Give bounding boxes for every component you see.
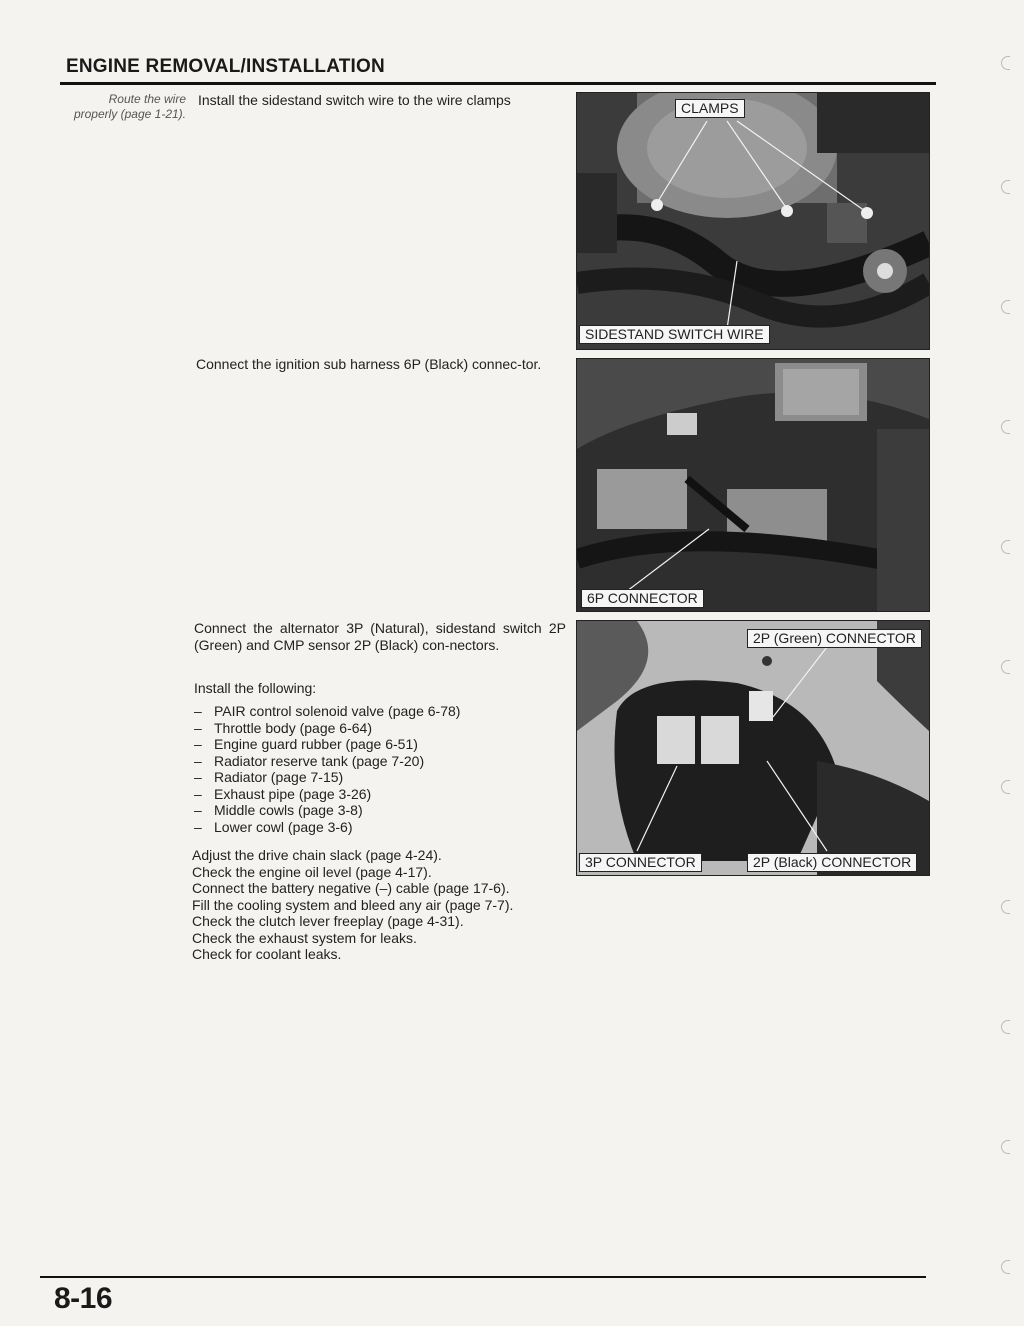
3p-connector-label: 3P CONNECTOR <box>579 853 702 872</box>
final-step: Adjust the drive chain slack (page 4-24). <box>192 847 442 863</box>
binder-hole <box>1001 56 1010 70</box>
list-item: – Lower cowl (page 3-6) <box>192 819 564 836</box>
sidestand-switch-wire-label: SIDESTAND SWITCH WIRE <box>579 325 770 344</box>
binder-hole <box>1001 1260 1010 1274</box>
install-following-heading: Install the following: <box>194 680 317 696</box>
list-item: – Radiator (page 7-15) <box>192 769 564 786</box>
list-item: – Engine guard rubber (page 6-51) <box>192 736 564 753</box>
engine-photo-graphic <box>577 93 929 349</box>
list-item: – PAIR control solenoid valve (page 6-78) <box>192 703 564 720</box>
title-rule <box>60 82 936 85</box>
binder-hole <box>1001 540 1010 554</box>
final-step: Check the clutch lever freeplay (page 4-31). <box>192 913 464 929</box>
step-ignition-connector: Connect the ignition sub harness 6P (Black) connec-tor. <box>196 356 542 372</box>
clamps-label: CLAMPS <box>675 99 745 118</box>
binder-hole <box>1001 1020 1010 1034</box>
install-list <box>192 703 564 835</box>
final-step: Fill the cooling system and bleed any air (page 7-7). <box>192 896 514 913</box>
final-step: Check for coolant leaks. <box>192 946 342 962</box>
final-step: Check the engine oil level (page 4-17). <box>192 863 432 880</box>
binder-hole <box>1001 180 1010 194</box>
binder-hole <box>1001 780 1010 794</box>
6p-connector-label: 6P CONNECTOR <box>581 589 704 608</box>
list-item: – Radiator reserve tank (page 7-20) <box>192 753 564 770</box>
list-item: – Throttle body (page 6-64) <box>192 720 564 737</box>
side-note: Route the wire properly (page 1-21). <box>73 92 186 121</box>
list-item: – Middle cowls (page 3-8) <box>192 802 564 819</box>
photo-2p-3p-connectors <box>576 620 930 876</box>
binder-hole <box>1001 900 1010 914</box>
connector-photo-graphic <box>577 359 929 611</box>
connectors-photo-graphic <box>577 621 929 875</box>
binder-hole <box>1001 420 1010 434</box>
step-alternator-connectors: Connect the alternator 3P (Natural), sidestand switch 2P (Green) and CMP sensor 2P (Black) con-nectors. <box>194 620 566 653</box>
step-sidestand-wire: Install the sidestand switch wire to the wire clamps <box>198 92 511 108</box>
final-step: Check the exhaust system for leaks. <box>192 929 417 946</box>
list-item: – Exhaust pipe (page 3-26) <box>192 786 564 803</box>
page-title: ENGINE REMOVAL/INSTALLATION <box>66 56 385 77</box>
final-step: Connect the battery negative (–) cable (page 17-6). <box>192 880 510 896</box>
final-steps <box>192 847 572 963</box>
binder-hole <box>1001 1140 1010 1154</box>
binder-hole <box>1001 660 1010 674</box>
footer-rule <box>40 1276 926 1278</box>
photo-engine-clamps <box>576 92 930 350</box>
page-number: 8-16 <box>54 1282 113 1315</box>
photo-6p-connector <box>576 358 930 612</box>
2p-black-connector-label: 2P (Black) CONNECTOR <box>747 853 917 872</box>
2p-green-connector-label: 2P (Green) CONNECTOR <box>747 629 922 648</box>
binder-hole <box>1001 300 1010 314</box>
